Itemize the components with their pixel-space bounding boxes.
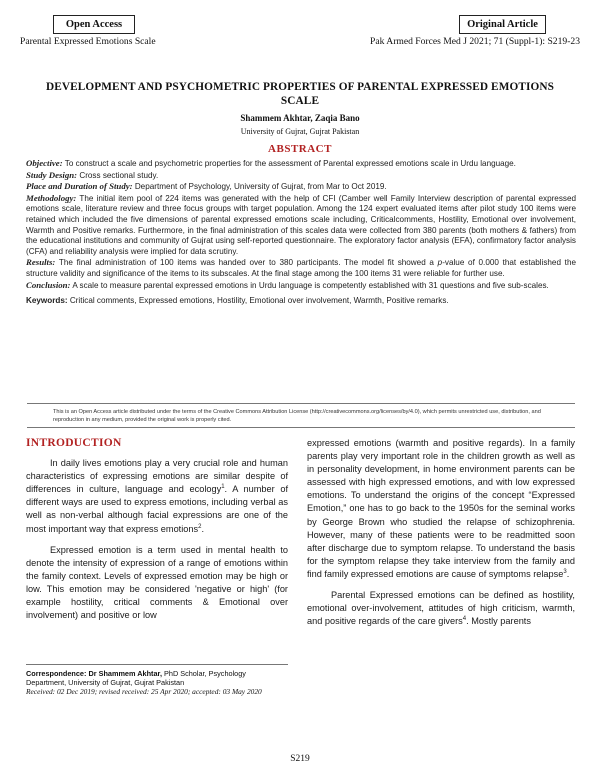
design-label: Study Design:: [26, 169, 78, 180]
abstract-heading: ABSTRACT: [268, 143, 332, 155]
affiliation: University of Gujrat, Gujrat Pakistan: [240, 127, 360, 136]
results-label: Results:: [26, 257, 56, 268]
conclusion-text: A scale to measure parental expressed emotions in Urdu language is competently established with 31 questions and five sub-scales.: [72, 280, 549, 290]
results-text-b: -value of 0.000 that established the structure validity and significance of the items to its subscales. At the final stage among the 100 items 31 were reliable for further use.: [26, 258, 576, 278]
article-type-badge: Original Article: [459, 15, 546, 34]
results-text-a: The final administration of 100 items was handed over to 380 participants. The model fit showed a: [58, 258, 434, 268]
methodology-label: Methodology:: [26, 192, 77, 203]
ref-2: 2: [198, 523, 202, 530]
ref-4: 4: [462, 616, 467, 623]
right-p1-text: expressed emotions (warmth and positive regards). In a family parents play very important role in the children growth as well as in personality development, in home environment parents can be assessed with high expressed emotions, and with low expressed emotions. To understand the origins of the concept “Expressed Emotion,” one has to go back to the 1950s for the seminal works by George Brown who studied the relapse of schizophrenia. However, many of these patients were to be readmitted soon after discharge due to symptom relapse. To understand the basis for the symptom relapse they take interview from the family and find family expressed emotions are cause of symptoms relapse: [307, 438, 575, 579]
design-text: Cross sectional study.: [79, 170, 159, 180]
abstract-conclusion: [26, 280, 576, 292]
p-symbol: p: [437, 258, 443, 268]
conclusion-label: Conclusion:: [26, 279, 71, 290]
intro-p1-text: In daily lives emotions play a very crucial role and human characteristics of expressing emotions are similar despite of differences in culture, language and ecology: [26, 458, 288, 495]
left-column: [26, 437, 288, 630]
running-title: Parental Expressed Emotions Scale: [20, 36, 156, 47]
journal-citation: Pak Armed Forces Med J 2021; 71 (Suppl-1): S219-23: [370, 36, 580, 47]
keywords-label: Keywords:: [26, 296, 68, 306]
methodology-text: The initial item pool of 224 items was generated with the help of CFI (Camber well Family Interview description of parental expressed emotions scale, literature review and three focus groups with target population. Among the 124 expert evaluated items after pilot study 100 items were retained which included the five dimensions of parental expressed emotions scale including, Criticalcomments, Hostility, Emotional over involvement, Warmth and Positive remarks. Furthermore, in the final administration of this scales data were collected from 380 parents (both mothers & fathers) from the educational institutions and community of Gujrat using self-reported questionnaire. The exploratory factor analysis (EFA), confirmatory factor analysis (CFA) and reliability analysis were implied for data scrutiny.: [26, 193, 576, 256]
place-text: Department of Psychology, University of Gujrat, from Mar to Oct 2019.: [134, 182, 387, 192]
abstract-design: [26, 170, 576, 182]
received-dates: Received: 02 Dec 2019; revised received: 25 Apr 2020; accepted: 03 May 2020: [26, 687, 262, 697]
intro-p1-end: .: [201, 523, 204, 534]
right-p2-end: . Mostly parents: [466, 616, 531, 627]
right-p2-text: Parental Expressed emotions can be defined as hostility, emotional over-involvement, attitudes of high criticism, warmth, and positive regards of the care givers: [307, 590, 575, 627]
correspondence-text: PhD Scholar, Psychology Department, University of Gujrat, Gujrat Pakistan: [26, 669, 246, 688]
license-text: This is an Open Access article distributed under the terms of the Creative Commons Attribution License (http://creativecommons.org/licenses/by/4.0), which permits unrestricted use, distribution, and reproduction in any medium, provided the original work is properly cited.: [53, 409, 541, 423]
right-column: [307, 437, 575, 636]
correspondence-line: [26, 669, 288, 687]
authors: Shammem Akhtar, Zaqia Bano: [240, 113, 360, 123]
right-p1-end: .: [566, 568, 570, 579]
keywords-text: Critical comments, Expressed emotions, Hostility, Emotional over involvement, Warmth, Positive remarks.: [69, 296, 449, 306]
objective-label: Objective:: [26, 158, 63, 168]
ref-3: 3: [563, 568, 567, 575]
place-label: Place and Duration of Study:: [26, 181, 133, 192]
intro-p1b-text: . A number of different ways are used to express emotions, including verbal as well as non-verbal although facial expressions are one of the most important way that express emotions: [26, 484, 289, 534]
correspondence-label: Correspondence: Dr Shammem Akhtar,: [26, 669, 162, 678]
right-paragraph-1: [307, 437, 575, 581]
intro-paragraph-2: Expressed emotion is a term used in mental health to denote the intensity of expression of a range of emotions within the family context. Levels of expressed emotion may be high or low. This emotion may be considered 'negative or high' (for example hostility, critical comments & Emotional over involvement) and positive or low: [26, 544, 288, 621]
license-notice: [27, 403, 575, 424]
right-paragraph-2: [307, 589, 575, 628]
abstract-keywords: [26, 296, 576, 307]
article-title: DEVELOPMENT AND PSYCHOMETRIC PROPERTIES OF PARENTAL EXPRESSED EMOTIONS SCALE: [45, 81, 555, 107]
abstract-results: [26, 257, 576, 279]
abstract-methodology: [26, 193, 576, 258]
open-access-badge: Open Access: [53, 15, 135, 34]
correspondence-footnote: [26, 664, 288, 697]
ref-1: 1: [221, 484, 225, 491]
introduction-heading: INTRODUCTION: [26, 437, 122, 449]
objective-text: To construct a scale and psychometric properties for the assessment of Parental expressed emotions scale in Urdu language.: [64, 159, 516, 168]
license-divider: [27, 427, 575, 428]
abstract-body: [26, 158, 576, 307]
abstract-objective: [26, 158, 576, 170]
intro-paragraph-1: [26, 457, 288, 536]
page-number: S219: [290, 754, 310, 764]
abstract-place: [26, 181, 576, 193]
